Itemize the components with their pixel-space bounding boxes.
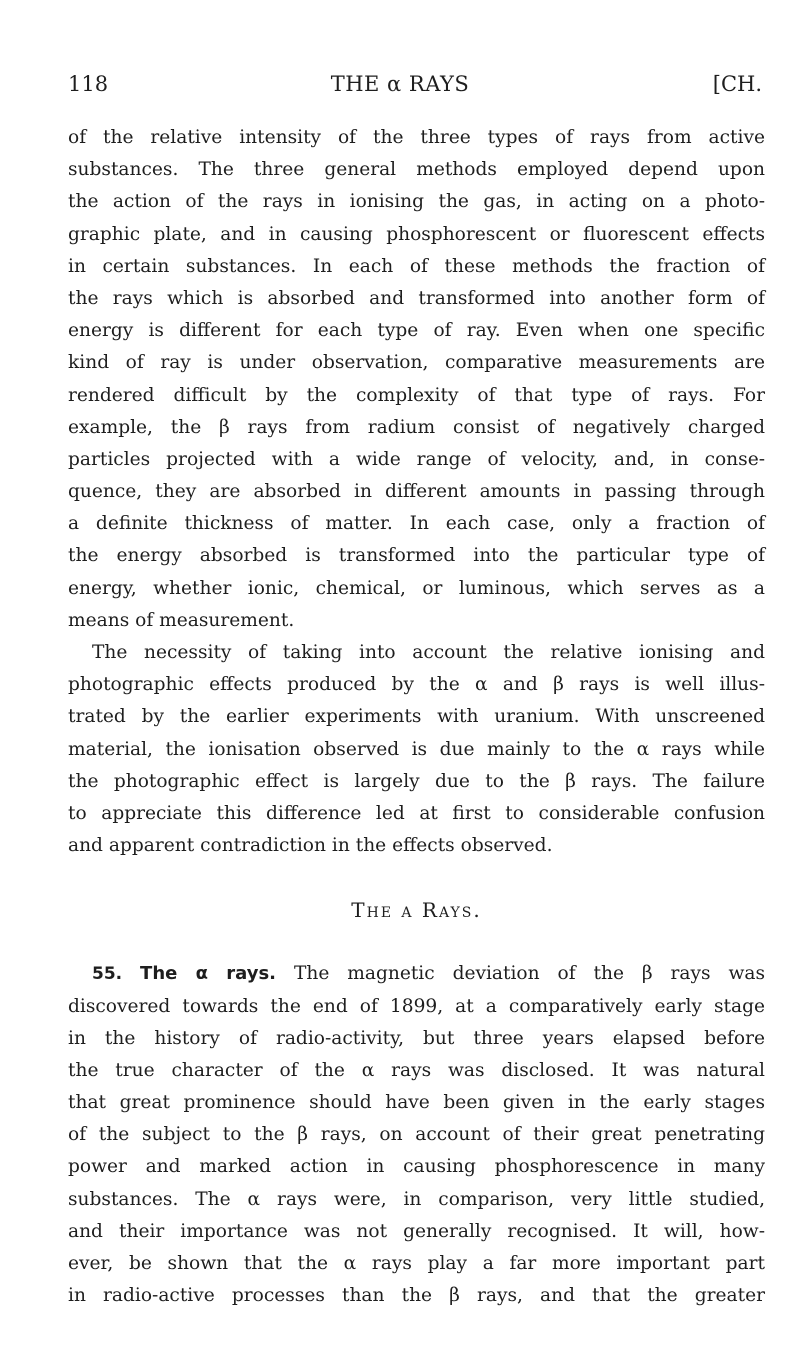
paragraph: [68, 958, 765, 1312]
page-body: [68, 122, 765, 1312]
text-line: example, the β rays from radium consist of negatively charged: [68, 416, 765, 438]
text-line: that great prominence should have been given in the early stages: [68, 1092, 765, 1114]
paragraph-title: The α rays.: [140, 963, 277, 985]
text-line: in certain substances. In each of these methods the fraction of: [68, 255, 765, 277]
text-line: [68, 958, 765, 990]
text-line: substances. The three general methods employed depend upon: [68, 159, 765, 181]
text-line: the photographic effect is largely due to the β rays. The failure: [68, 770, 765, 792]
section-heading-text: The α Rays.: [351, 898, 482, 923]
page-number: 118: [68, 72, 109, 96]
text-line: energy, whether ionic, chemical, or luminous, which serves as a: [68, 577, 765, 599]
text-line: discovered towards the end of 1899, at a comparatively early stage: [68, 995, 765, 1017]
paragraph-number: 55.: [92, 964, 123, 985]
text-line: trated by the earlier experiments with uranium. With unscreened: [68, 706, 765, 728]
text-line: power and marked action in causing phosphorescence in many: [68, 1156, 765, 1178]
text-line: particles projected with a wide range of velocity, and, in conse-: [68, 448, 765, 470]
text-line: rendered difficult by the complexity of that type of rays. For: [68, 384, 765, 406]
text-line: ever, be shown that the α rays play a far more important part: [68, 1253, 765, 1274]
text-line: the rays which is absorbed and transformed into another form of: [68, 287, 765, 309]
text-line: and their importance was not generally recognised. It will, how-: [68, 1220, 765, 1242]
text-line: and apparent contradiction in the effects observed.: [68, 835, 553, 857]
text-line: quence, they are absorbed in different amounts in passing through: [68, 481, 765, 503]
paragraph: [68, 122, 765, 637]
paragraph: [68, 637, 765, 862]
text-line: in the history of radio-activity, but three years elapsed before: [68, 1027, 765, 1049]
section-heading: [68, 862, 765, 958]
text-line: in radio-active processes than the β rays, and that the greater: [68, 1285, 765, 1307]
text-line: means of measurement.: [68, 609, 295, 631]
text-line: the action of the rays in ionising the gas, in acting on a photo-: [68, 191, 765, 213]
text-line: graphic plate, and in causing phosphorescent or fluorescent effects: [68, 223, 765, 245]
text-line: to appreciate this difference led at first to considerable confusion: [68, 802, 765, 824]
text-line: photographic effects produced by the α and β rays is well illus-: [68, 674, 765, 696]
text-line: the true character of the α rays was disclosed. It was natural: [68, 1059, 765, 1081]
text-line: the energy absorbed is transformed into the particular type of: [68, 545, 765, 567]
running-head: [0, 72, 800, 112]
text-line: kind of ray is under observation, comparative measurements are: [68, 352, 765, 374]
text-line: substances. The α rays were, in comparison, very little studied,: [68, 1188, 765, 1210]
running-title: THE α RAYS: [330, 72, 470, 96]
text-line: a definite thickness of matter. In each case, only a fraction of: [68, 513, 765, 535]
text-line: The necessity of taking into account the relative ionising and: [92, 642, 765, 663]
text-line: of the subject to the β rays, on account of their great penetrating: [68, 1124, 765, 1146]
text-line: of the relative intensity of the three types of rays from active: [68, 127, 765, 148]
chapter-mark: [CH.: [712, 72, 762, 96]
text-line: material, the ionisation observed is due mainly to the α rays while: [68, 738, 765, 760]
text-line-rest: The magnetic deviation of the β rays was: [293, 963, 765, 985]
text-line: energy is different for each type of ray. Even when one specific: [68, 320, 765, 342]
